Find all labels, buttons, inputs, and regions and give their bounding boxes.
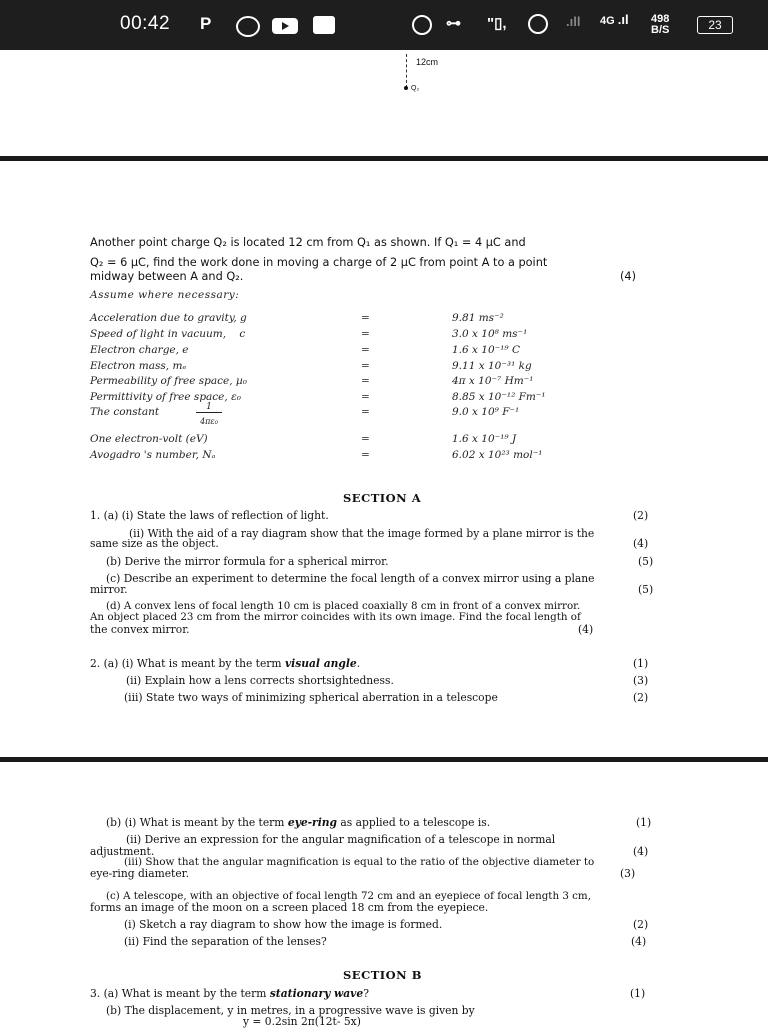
charge-dot (404, 86, 408, 90)
constant-eq: = (361, 360, 370, 372)
q2-c-i-mark: (2) (633, 918, 649, 931)
q2-b-i-pre: (b) (i) What is meant by the term (106, 816, 288, 829)
constant-eq: = (361, 375, 370, 387)
question-mark: (4) (620, 270, 637, 283)
net-type-label: 4G (600, 15, 615, 27)
constant-value: 1.6 x 10⁻¹⁹ J (452, 433, 517, 445)
constant-name: Electron charge, e (90, 344, 189, 356)
battery-icon: 23 (697, 16, 733, 34)
q2-a-iii: (iii) State two ways of minimizing spherical aberration in a telescope (124, 691, 498, 704)
fraction-denominator: 4πε₀ (200, 417, 218, 426)
q2-b-i-mark: (1) (636, 816, 652, 829)
q2-a-ii: (ii) Explain how a lens corrects shortsightedness. (126, 674, 394, 687)
net-speed (651, 14, 669, 36)
fraction-numerator: 1 (196, 402, 222, 413)
q2-c-line2: forms an image of the moon on a screen placed 18 cm from the eyepiece. (90, 901, 489, 914)
q3-a-pre: 3. (a) What is meant by the term (90, 987, 270, 1000)
q1-c-line1: (c) Describe an experiment to determine the focal length of a convex mirror using a plane (106, 572, 595, 585)
q1-a-i: 1. (a) (i) State the laws of reflection of light. (90, 509, 329, 522)
constant-name: Acceleration due to gravity, g (90, 312, 247, 324)
question-line-2: Q₂ = 6 µC, find the work done in moving a charge of 2 µC from point A to a point (90, 256, 548, 269)
constants-heading: Assume where necessary: (90, 289, 240, 301)
facebook-icon (236, 16, 260, 37)
q3-b: (b) The displacement, y in metres, in a progressive wave is given by (106, 1004, 475, 1017)
clock: 00:42 (120, 13, 171, 34)
constant-value: 3.0 x 10⁸ ms⁻¹ (452, 328, 528, 340)
q1-a-ii-line1: (ii) With the aid of a ray diagram show that the image formed by a plane mirror is the (129, 527, 595, 540)
q3-a-term: stationary wave (269, 987, 364, 1000)
q2-a-i (90, 657, 360, 670)
constant-name: Electron mass, mₑ (90, 360, 187, 372)
q1-a-ii-line2: same size as the object. (90, 537, 219, 550)
charge-label: Q₂ (411, 85, 420, 92)
q2-a-ii-mark: (3) (633, 674, 649, 687)
page-separator (0, 757, 768, 762)
q2-a-i-pre: 2. (a) (i) What is meant by the term (90, 657, 285, 670)
q2-c-line1: (c) A telescope, with an objective of focal length 72 cm and an eyepiece of focal length 3 cm, (106, 890, 591, 902)
key-icon: ⊶ (446, 15, 461, 32)
q3-a (90, 987, 369, 1000)
alarm-icon (528, 14, 548, 34)
q2-a-iii-mark: (2) (633, 691, 649, 704)
section-b-title: SECTION B (343, 968, 422, 982)
q2-c-ii: (ii) Find the separation of the lenses? (124, 935, 327, 948)
constant-eq: = (361, 328, 370, 340)
q1-c-mark: (5) (638, 583, 654, 596)
youtube-icon (272, 18, 298, 34)
signal-icon: .ıll (566, 14, 581, 29)
constant-value: 8.85 x 10⁻¹² Fm⁻¹ (452, 391, 546, 403)
p-icon: P (200, 14, 212, 33)
constant-value: 9.0 x 10⁹ F⁻¹ (452, 406, 520, 418)
constant-value: 4π x 10⁻⁷ Hm⁻¹ (452, 375, 534, 387)
q2-b-i-term: eye-ring (287, 816, 337, 829)
constant-value: 6.02 x 10²³ mol⁻¹ (452, 449, 543, 461)
q2-a-i-post: . (356, 657, 361, 670)
q1-d-line3: the convex mirror. (90, 623, 190, 636)
constant-eq: = (361, 312, 370, 324)
constant-name: Permittivity of free space, ε₀ (90, 391, 241, 403)
q1-a-i-mark: (2) (633, 509, 649, 522)
q1-c-line2: mirror. (90, 583, 128, 596)
q2-a-i-mark: (1) (633, 657, 649, 670)
page-separator (0, 156, 768, 161)
q3-a-post: ? (363, 987, 369, 1000)
q1-d-line1: (d) A convex lens of focal length 10 cm is placed coaxially 8 cm in front of a convex mirror. (106, 600, 581, 612)
q2-b-ii-line2: adjustment. (90, 845, 155, 858)
q2-c-i: (i) Sketch a ray diagram to show how the image is formed. (124, 918, 443, 931)
q3-b-equation: y = 0.2sin 2π(12t- 5x) (243, 1015, 361, 1028)
constant-eq: = (361, 344, 370, 356)
q1-d-line2: An object placed 23 cm from the mirror coincides with its own image. Find the focal length of (90, 611, 581, 623)
distance-dotted-line (406, 54, 407, 88)
app-icon (313, 16, 335, 34)
constant-name: The constant (90, 406, 160, 418)
q2-b-i-post: as applied to a telescope is. (337, 816, 491, 829)
net-speed-value: 498 (651, 13, 670, 25)
net-speed-unit: B/S (651, 24, 670, 36)
constant-name: One electron-volt (eV) (90, 433, 208, 445)
constant-value: 9.11 x 10⁻³¹ kg (452, 360, 532, 372)
q1-d-mark: (4) (578, 623, 594, 636)
q2-b-iii-line2: eye-ring diameter. (90, 867, 189, 880)
status-bar (0, 0, 768, 50)
constant-eq: = (361, 433, 370, 445)
q3-a-mark: (1) (630, 987, 646, 1000)
vibrate-icon: "▯, (487, 15, 507, 32)
question-line-1: Another point charge Q₂ is located 12 cm from Q₁ as shown. If Q₁ = 4 µC and (90, 236, 526, 249)
vpn-icon (412, 15, 432, 35)
distance-label: 12cm (416, 57, 439, 67)
q1-b-mark: (5) (638, 555, 654, 568)
q2-b-i (106, 816, 490, 829)
constant-eq: = (361, 406, 370, 418)
q2-a-i-term: visual angle (284, 657, 357, 670)
constant-name: Permeability of free space, µ₀ (90, 375, 247, 387)
q2-b-ii-line1: (ii) Derive an expression for the angular magnification of a telescope in normal (126, 833, 556, 846)
constant-name: Avogadro 's number, Nₐ (90, 449, 216, 461)
constant-eq: = (361, 449, 370, 461)
question-line-3: midway between A and Q₂. (90, 270, 244, 283)
q2-b-ii-mark: (4) (633, 845, 649, 858)
section-a-title: SECTION A (343, 491, 422, 505)
q2-c-ii-mark: (4) (631, 935, 647, 948)
q1-b: (b) Derive the mirror formula for a spherical mirror. (106, 555, 389, 568)
constant-eq: = (361, 391, 370, 403)
q2-b-iii-mark: (3) (620, 867, 636, 880)
q2-b-iii-line1: (iii) Show that the angular magnification is equal to the ratio of the objective diameter to (124, 856, 595, 868)
constant-name: Speed of light in vacuum, c (90, 328, 246, 340)
constant-value: 1.6 x 10⁻¹⁹ C (452, 344, 520, 356)
constant-value: 9.81 ms⁻² (452, 312, 504, 324)
q1-a-ii-mark: (4) (633, 537, 649, 550)
signal-4g-icon: 4G .ıl (600, 12, 629, 27)
